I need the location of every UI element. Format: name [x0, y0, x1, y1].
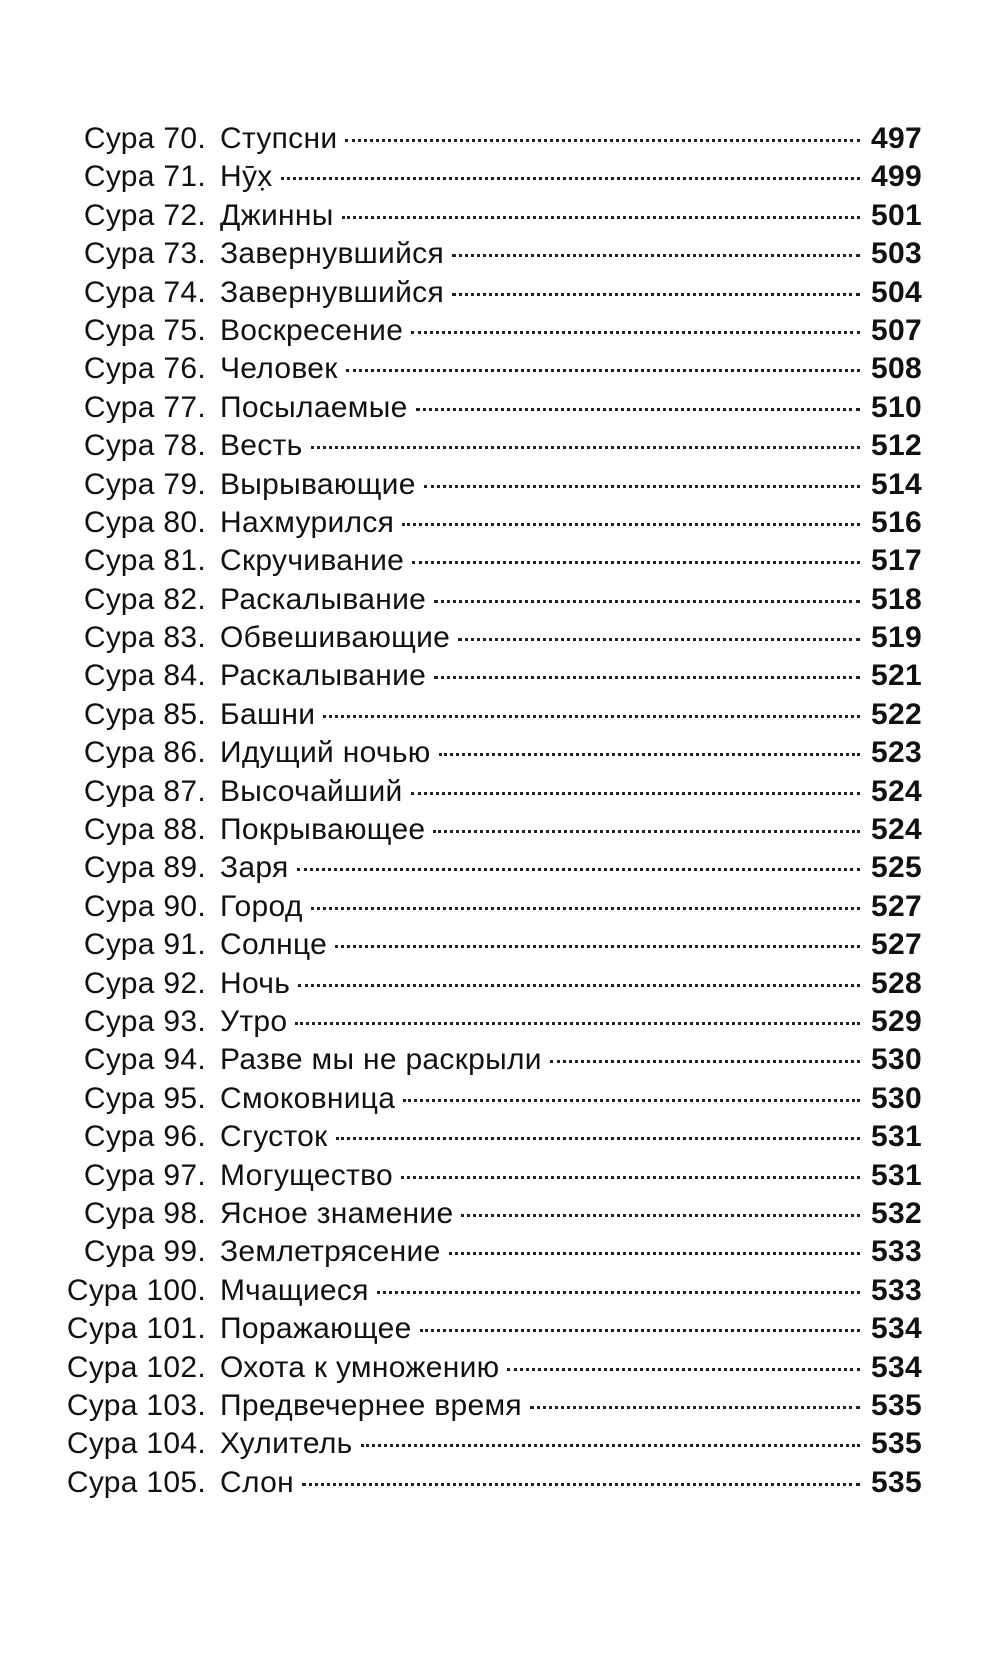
sura-title: Разве мы не раскрыли [220, 1043, 542, 1077]
sura-number-label: Сура 86. [83, 736, 206, 770]
sura-number-label: Сура 81. [83, 544, 206, 578]
page-number: 497 [871, 122, 922, 155]
sura-title: Покрывающее [220, 813, 426, 847]
toc-entry [56, 926, 922, 964]
toc-entry [56, 965, 922, 1003]
toc-entry [56, 1118, 922, 1156]
sura-number-label: Сура 97. [83, 1158, 206, 1192]
sura-number-label: Сура 91. [83, 928, 206, 962]
sura-number-label: Сура 87. [83, 774, 206, 808]
toc-entry [56, 1195, 922, 1233]
page-number: 528 [871, 966, 922, 1000]
page-number: 522 [871, 697, 922, 731]
dot-leader [439, 753, 860, 756]
sura-number-label: Сура 83. [83, 621, 206, 655]
toc-entry [56, 120, 922, 158]
page-number: 535 [871, 1465, 922, 1499]
sura-title: Башни [220, 697, 316, 731]
toc-entry [56, 888, 922, 926]
toc-entry [56, 773, 922, 811]
sura-title: Скручивание [220, 544, 405, 578]
sura-title: Смоковница [220, 1081, 396, 1115]
toc-entry [56, 1464, 922, 1502]
sura-title: Землетрясение [220, 1235, 441, 1269]
sura-title: Ясное знамение [220, 1196, 454, 1230]
toc-entry [56, 350, 922, 388]
sura-title: Заря [220, 851, 289, 885]
page-number: 532 [871, 1196, 922, 1230]
sura-title: Раскалывание [220, 582, 427, 616]
sura-number-label: Сура 104. [66, 1427, 206, 1461]
dot-leader [452, 293, 860, 296]
toc-entry [56, 1387, 922, 1425]
page-number: 519 [871, 621, 922, 655]
toc-entry [56, 197, 922, 235]
table-of-contents [56, 120, 922, 1502]
toc-entry [56, 1272, 922, 1310]
toc-entry [56, 427, 922, 465]
dot-leader [323, 715, 860, 718]
sura-title: Завернувшийся [220, 275, 445, 309]
sura-title: Завернувшийся [220, 237, 445, 271]
toc-entry [56, 657, 922, 695]
sura-title: Ступсни [220, 122, 338, 155]
dot-leader [452, 254, 860, 257]
dot-leader [298, 984, 860, 987]
dot-leader [342, 216, 860, 219]
dot-leader [311, 446, 860, 449]
page-number: 533 [871, 1273, 922, 1307]
sura-number-label: Сура 105. [66, 1465, 206, 1499]
sura-title: Обвешивающие [220, 621, 451, 655]
page-number: 517 [871, 544, 922, 578]
page-number: 514 [871, 467, 922, 501]
sura-title: Нӯх̣ [220, 160, 273, 194]
sura-number-label: Сура 102. [66, 1350, 206, 1384]
toc-entry [56, 1425, 922, 1463]
sura-number-label: Сура 90. [83, 889, 206, 923]
sura-number-label: Сура 93. [83, 1004, 206, 1038]
page-number: 534 [871, 1350, 922, 1384]
dot-leader [361, 1444, 860, 1447]
dot-leader [434, 600, 860, 603]
page-number: 527 [871, 928, 922, 962]
toc-entry [56, 581, 922, 619]
toc-entry [56, 389, 922, 427]
dot-leader [346, 369, 860, 372]
sura-number-label: Сура 96. [83, 1120, 206, 1154]
dot-leader [297, 868, 860, 871]
toc-entry [56, 696, 922, 734]
page-number: 516 [871, 505, 922, 539]
sura-number-label: Сура 101. [66, 1312, 206, 1346]
dot-leader [311, 907, 860, 910]
sura-number-label: Сура 84. [83, 659, 206, 693]
page-number: 503 [871, 237, 922, 271]
sura-number-label: Сура 73. [83, 237, 206, 271]
toc-entry [56, 504, 922, 542]
sura-number-label: Сура 76. [83, 352, 206, 386]
sura-title: Идущий ночью [220, 736, 431, 770]
sura-title: Солнце [220, 928, 328, 962]
dot-leader [420, 1329, 860, 1332]
sura-number-label: Сура 77. [83, 390, 206, 424]
toc-entry [56, 1041, 922, 1079]
toc-entry [56, 811, 922, 849]
page-number: 529 [871, 1004, 922, 1038]
page-number: 523 [871, 736, 922, 770]
toc-entry [56, 734, 922, 772]
dot-leader [403, 1099, 860, 1102]
sura-title: Раскалывание [220, 659, 427, 693]
sura-number-label: Сура 82. [83, 582, 206, 616]
toc-entry [56, 1233, 922, 1271]
sura-number-label: Сура 103. [66, 1388, 206, 1422]
dot-leader [281, 177, 860, 180]
page-number: 530 [871, 1043, 922, 1077]
sura-number-label: Сура 71. [83, 160, 206, 194]
dot-leader [449, 1252, 860, 1255]
sura-number-label: Сура 100. [66, 1273, 206, 1307]
sura-title: Воскресение [220, 313, 404, 347]
page-number: 521 [871, 659, 922, 693]
sura-title: Хулитель [220, 1427, 353, 1461]
sura-number-label: Сура 79. [83, 467, 206, 501]
dot-leader [302, 1483, 860, 1486]
dot-leader [461, 1214, 860, 1217]
dot-leader [434, 676, 860, 679]
page-number: 531 [871, 1120, 922, 1154]
page-number: 531 [871, 1158, 922, 1192]
toc-entry [56, 466, 922, 504]
dot-leader [411, 331, 860, 334]
page-number: 530 [871, 1081, 922, 1115]
page-number: 504 [871, 275, 922, 309]
dot-leader [335, 945, 860, 948]
sura-number-label: Сура 92. [83, 966, 206, 1000]
dot-leader [377, 1291, 860, 1294]
toc-entry [56, 1080, 922, 1118]
page-number: 535 [871, 1388, 922, 1422]
page-number: 525 [871, 851, 922, 885]
toc-entry [56, 619, 922, 657]
dot-leader [530, 1406, 860, 1409]
sura-title: Утро [220, 1004, 288, 1038]
page-number: 507 [871, 313, 922, 347]
sura-title: Джинны [220, 198, 334, 232]
sura-title: Посылаемые [220, 390, 408, 424]
dot-leader [401, 1176, 860, 1179]
page-number: 535 [871, 1427, 922, 1461]
sura-number-label: Сура 98. [83, 1196, 206, 1230]
dot-leader [433, 830, 860, 833]
dot-leader [424, 485, 860, 488]
dot-leader [295, 1022, 860, 1025]
toc-entry [56, 158, 922, 196]
sura-title: Человек [220, 352, 338, 386]
toc-entry [56, 235, 922, 273]
toc-entry [56, 274, 922, 312]
toc-entry [56, 849, 922, 887]
page-number: 518 [871, 582, 922, 616]
sura-number-label: Сура 99. [83, 1235, 206, 1269]
dot-leader [336, 1137, 860, 1140]
page-number: 524 [871, 774, 922, 808]
dot-leader [345, 139, 860, 142]
dot-leader [458, 638, 860, 641]
sura-number-label: Сура 95. [83, 1081, 206, 1115]
sura-number-label: Сура 89. [83, 851, 206, 885]
page-number: 501 [871, 198, 922, 232]
dot-leader [411, 792, 860, 795]
sura-number-label: Сура 85. [83, 697, 206, 731]
sura-title: Нахмурился [220, 505, 395, 539]
toc-entry [56, 1310, 922, 1348]
sura-number-label: Сура 78. [83, 429, 206, 463]
toc-entry [56, 1157, 922, 1195]
dot-leader [402, 523, 860, 526]
sura-title: Слон [220, 1465, 294, 1499]
page-number: 499 [871, 160, 922, 194]
page-number: 533 [871, 1235, 922, 1269]
page-number: 534 [871, 1312, 922, 1346]
sura-number-label: Сура 80. [83, 505, 206, 539]
sura-title: Предвечернее время [220, 1388, 522, 1422]
sura-number-label: Сура 70. [83, 122, 206, 155]
sura-title: Ночь [220, 966, 291, 1000]
sura-title: Вырывающие [220, 467, 416, 501]
sura-title: Сгусток [220, 1120, 328, 1154]
dot-leader [412, 561, 860, 564]
sura-title: Мчащиеся [220, 1273, 369, 1307]
dot-leader [507, 1368, 860, 1371]
toc-entry [56, 542, 922, 580]
page-number: 524 [871, 813, 922, 847]
toc-entry [56, 1349, 922, 1387]
sura-number-label: Сура 88. [83, 813, 206, 847]
page-number: 527 [871, 889, 922, 923]
sura-title: Могущество [220, 1158, 394, 1192]
sura-title: Город [220, 889, 303, 923]
sura-number-label: Сура 94. [83, 1043, 206, 1077]
dot-leader [416, 408, 860, 411]
sura-title: Охота к умножению [220, 1350, 500, 1384]
sura-title: Высочайший [220, 774, 403, 808]
page-number: 510 [871, 390, 922, 424]
toc-entry [56, 1003, 922, 1041]
toc-entry [56, 312, 922, 350]
dot-leader [550, 1060, 860, 1063]
sura-number-label: Сура 74. [83, 275, 206, 309]
sura-title: Весть [220, 429, 303, 463]
sura-title: Поражающее [220, 1312, 412, 1346]
sura-number-label: Сура 75. [83, 313, 206, 347]
page-number: 512 [871, 429, 922, 463]
page-number: 508 [871, 352, 922, 386]
sura-number-label: Сура 72. [83, 198, 206, 232]
